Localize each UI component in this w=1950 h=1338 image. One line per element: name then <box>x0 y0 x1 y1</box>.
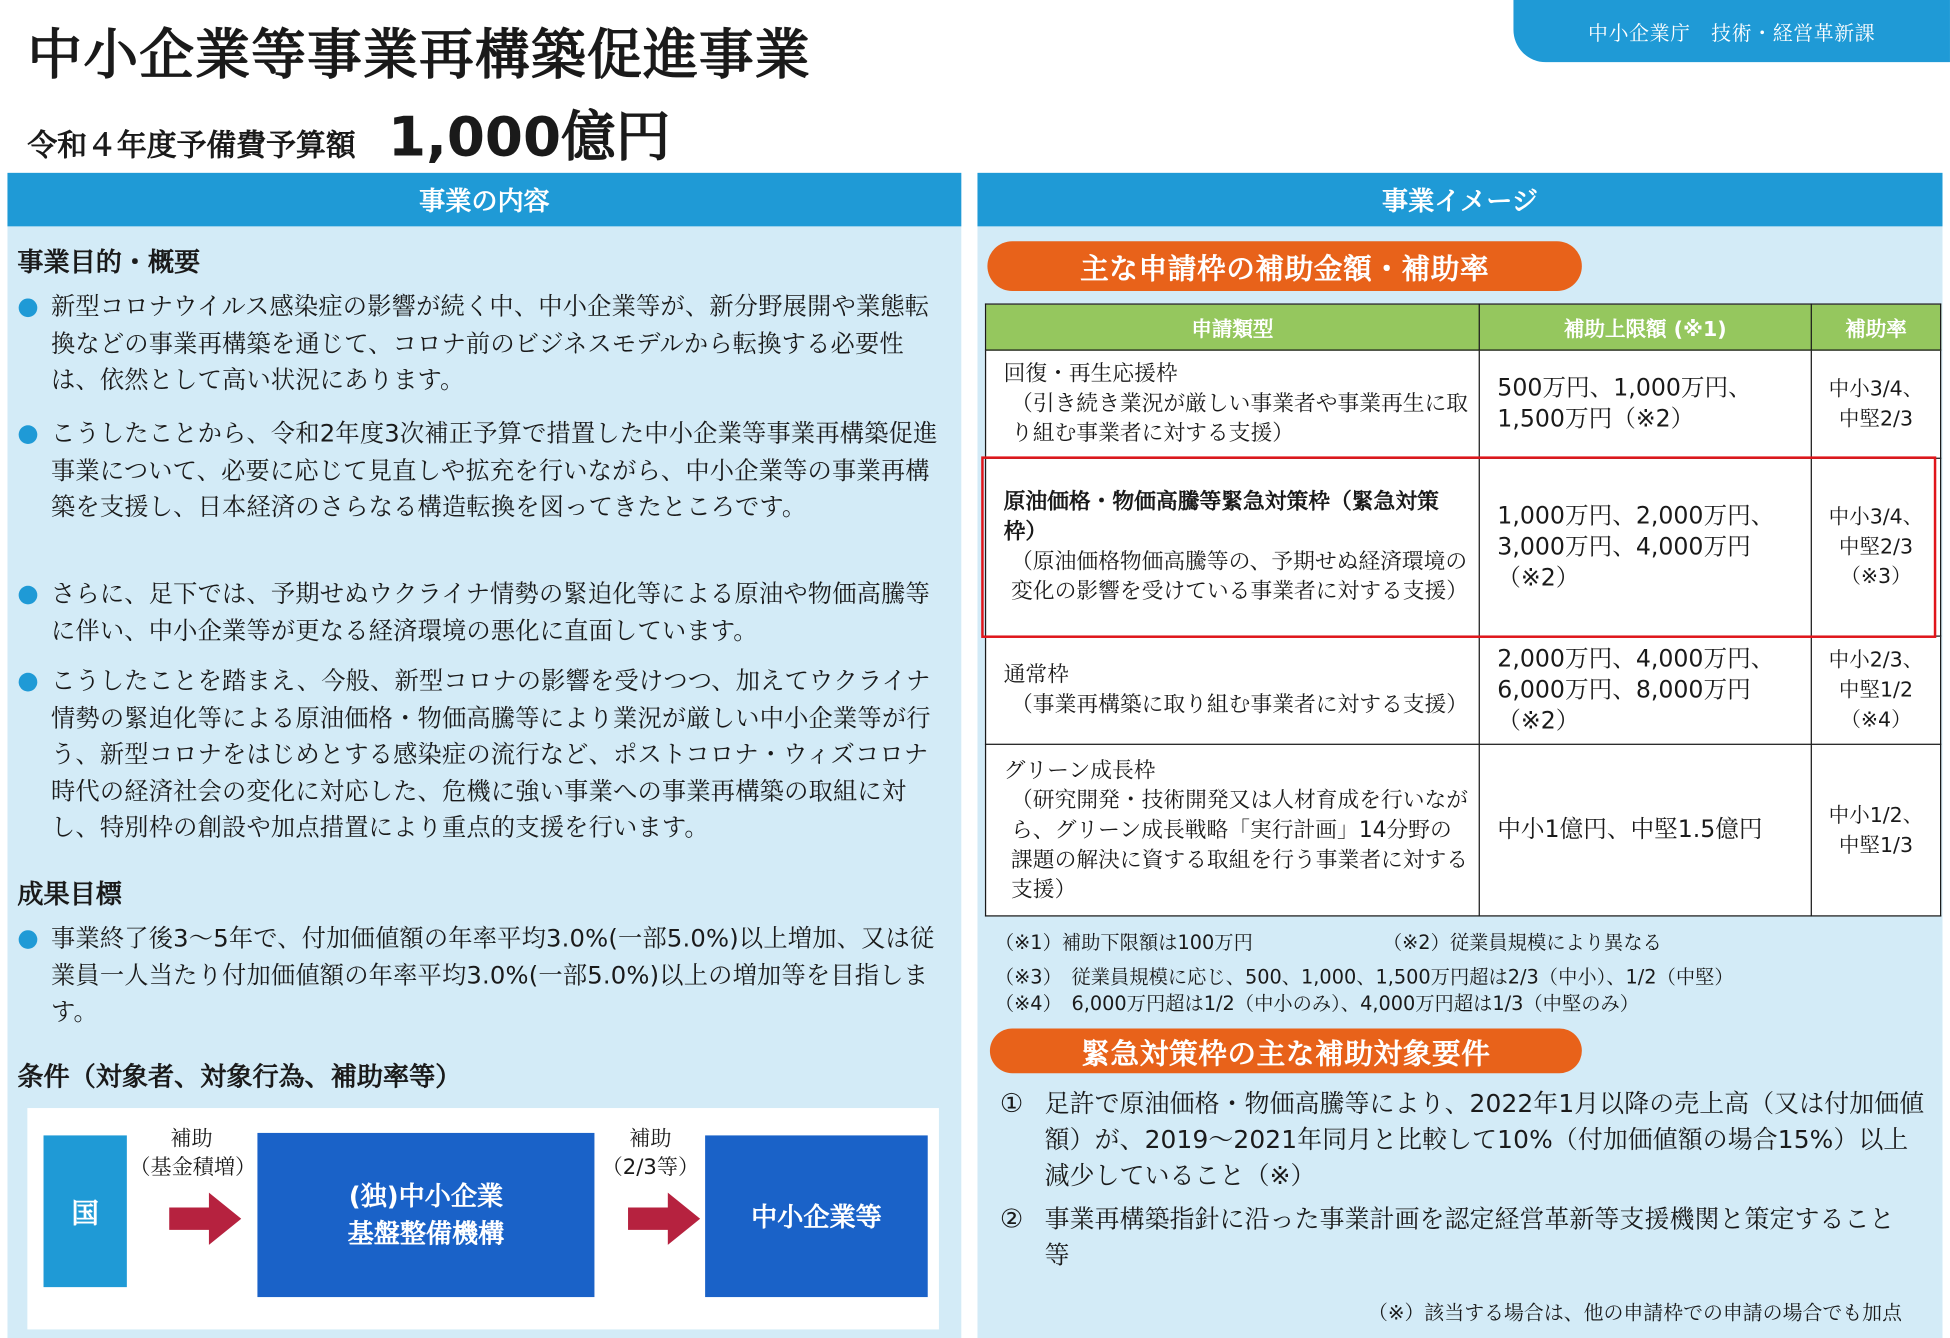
rate-line: 中堅2/3 <box>1838 406 1914 431</box>
flow-node-sme: 中小企業等 <box>705 1135 928 1297</box>
footnote-1: （※1）補助下限額は100万円 <box>994 931 1253 954</box>
bullet-dot-icon <box>19 425 38 444</box>
bullet-text: こうしたことから、令和2年度3次補正予算で措置した中小企業等事業再構築促進事業について、必要に応じて見直しや拡充を行いながら、中小企業等の事業再構築を支援し、日本経済のさらなる構造転換を図ってきたところです。 <box>50 419 938 522</box>
flow-node-line: 基盤整備機構 <box>347 1218 505 1249</box>
requirement-number: ② <box>999 1203 1024 1234</box>
purpose-bullet <box>19 289 949 399</box>
type-cell <box>986 458 1480 636</box>
table-row <box>986 636 1941 744</box>
department-tab: 中小企業庁 技術・経営革新課 <box>1513 0 1950 62</box>
rate-note: （※3） <box>1840 564 1912 589</box>
column-header: 補助率 <box>1811 304 1940 350</box>
goal-bullet <box>19 920 949 1030</box>
bullet-text: 新型コロナウイルス感染症の影響が続く中、中小企業等が、新分野展開や業態転換などの事業再構築を通じて、コロナ前のビジネスモデルから転換する必要性は、依然として高い状況にあります。 <box>50 292 930 395</box>
flow-arrow-label-line: （2/3等） <box>601 1155 700 1181</box>
budget-label: 令和４年度予備費予算額 <box>27 128 356 163</box>
column-header: 補助上限額 (※1) <box>1479 304 1811 350</box>
footnote-3: （※3） 従業員規模に応じ、500、1,000、1,500万円超は2/3（中小）、1/2（中堅） <box>994 966 1734 989</box>
rate-line: 中小3/4、 <box>1828 504 1924 529</box>
type-cell <box>986 636 1480 744</box>
flow-arrow-label <box>597 1125 704 1182</box>
requirement-text: 足許で原油価格・物価高騰等により、2022年1月以降の売上高（又は付加価値額）が、2019～2021年同月と比較して10%（付加価値額の場合15%）以上減少していること（※） <box>1044 1088 1925 1191</box>
purpose-bullet <box>19 663 949 846</box>
type-name: 通常枠 <box>1003 662 1069 688</box>
rate-line: 中小1/2、 <box>1828 802 1924 827</box>
flow-arrow-label-line: 補助 <box>170 1126 213 1152</box>
bonus-note: （※）該当する場合は、他の申請枠での申請の場合でも加点 <box>1367 1300 1902 1325</box>
type-cell <box>986 350 1480 458</box>
type-cell <box>986 744 1480 916</box>
requirement-item <box>1000 1086 1930 1194</box>
page-title: 中小企業等事業再構築促進事業 <box>27 23 811 88</box>
grant-table <box>985 303 1941 916</box>
purpose-title: 事業目的・概要 <box>17 247 201 278</box>
requirement-number: ① <box>999 1088 1024 1118</box>
bullet-dot-icon <box>19 673 38 692</box>
rate-line: 中小3/4、 <box>1828 376 1924 401</box>
bullet-text: こうしたことを踏まえ、今般、新型コロナの影響を受けつつ、加えてウクライナ情勢の緊迫化等による原油価格・物価高騰等により業況が厳しい中小企業等が行う、新型コロナをはじめとする感染症の流行など、ポストコロナ・ウィズコロナ時代の経済社会の変化に対応した、危機に強い事業への事業再構築の取組に対し、特別枠の創設や加点措置により重点的支援を行います。 <box>50 666 931 842</box>
flow-node-line: (独)中小企業 <box>348 1181 504 1212</box>
bullet-dot-icon <box>19 298 38 317</box>
type-desc: （引き続き業況が厳しい事業者や事業再生に取り組む事業者に対する支援） <box>1011 391 1469 447</box>
flow-node-smrj <box>257 1133 594 1297</box>
rate-cell <box>1811 636 1940 744</box>
requirement-text: 事業再構築指針に沿った事業計画を認定経営革新等支援機関と策定すること 等 <box>1044 1203 1920 1270</box>
table-row <box>986 744 1941 916</box>
budget-amount: 1,000億円 <box>388 105 671 170</box>
rate-note: （※4） <box>1840 707 1912 732</box>
bullet-text: 事業終了後3～5年で、付加価値額の年率平均3.0%(一部5.0%)以上増加、又は従業員一人当たり付加価値額の年率平均3.0%(一部5.0%)以上の増加等を目指します。 <box>50 923 935 1026</box>
type-name: 回復・再生応援枠 <box>1003 361 1178 387</box>
rate-line: 中堅2/3 <box>1838 534 1914 559</box>
footnote-2: （※2）従業員規模により異なる <box>1382 931 1662 954</box>
type-desc: （原油価格物価高騰等の、予期せぬ経済環境の変化の影響を受けている事業者に対する支援） <box>1011 549 1469 605</box>
requirements-title: 緊急対策枠の主な補助対象要件 <box>990 1028 1582 1073</box>
image-panel-heading: 事業イメージ <box>977 173 1942 226</box>
column-header: 申請類型 <box>986 304 1480 350</box>
purpose-bullet <box>19 576 949 649</box>
type-name: 原油価格・物価高騰等緊急対策枠（緊急対策枠） <box>1003 489 1439 545</box>
conditions-title: 条件（対象者、対象行為、補助率等） <box>17 1062 462 1092</box>
type-desc: （事業再構築に取り組む事業者に対する支援） <box>1011 692 1469 718</box>
purpose-bullet <box>19 415 949 525</box>
table-row <box>986 458 1941 636</box>
flow-arrow-label-line: （基金積増） <box>129 1155 257 1181</box>
budget-row <box>27 92 670 172</box>
requirement-item <box>1000 1201 1930 1273</box>
rate-line: 中堅1/2 <box>1838 677 1914 702</box>
table-row <box>986 350 1941 458</box>
flow-node-country: 国 <box>44 1135 127 1287</box>
bullet-dot-icon <box>19 930 38 949</box>
arrow-right-icon <box>169 1190 241 1247</box>
grant-table-title: 主な申請枠の補助金額・補助率 <box>987 241 1581 291</box>
bullet-dot-icon <box>19 586 38 605</box>
amount-cell: 2,000万円、4,000万円、6,000万円、8,000万円（※2） <box>1479 636 1811 744</box>
rate-line: 中小2/3、 <box>1828 647 1924 672</box>
rate-cell <box>1811 744 1940 916</box>
amount-cell: 1,000万円、2,000万円、3,000万円、4,000万円（※2） <box>1479 458 1811 636</box>
flow-arrow-label <box>129 1125 257 1182</box>
type-desc: （研究開発・技術開発又は人材育成を行いながら、グリーン成長戦略「実行計画」14分野の課題の解決に資する取組を行う事業者に対する支援） <box>1011 787 1469 903</box>
rate-line: 中堅1/3 <box>1838 832 1914 857</box>
goal-title: 成果目標 <box>17 879 122 910</box>
bullet-text: さらに、足下では、予期せぬウクライナ情勢の緊迫化等による原油や物価高騰等に伴い、中小企業等が更なる経済環境の悪化に直面しています。 <box>50 579 930 645</box>
table-header-row <box>986 304 1941 350</box>
amount-cell: 500万円、1,000万円、1,500万円（※2） <box>1479 350 1811 458</box>
flow-arrow-label-line: 補助 <box>629 1126 672 1152</box>
footnote-4: （※4） 6,000万円超は1/2（中小のみ）、4,000万円超は1/3（中堅のみ） <box>994 992 1640 1015</box>
type-name: グリーン成長枠 <box>1003 757 1156 783</box>
rate-cell <box>1811 458 1940 636</box>
amount-cell: 中小1億円、中堅1.5億円 <box>1479 744 1811 916</box>
content-panel-heading: 事業の内容 <box>7 173 961 226</box>
arrow-right-icon <box>628 1190 700 1247</box>
rate-cell <box>1811 350 1940 458</box>
